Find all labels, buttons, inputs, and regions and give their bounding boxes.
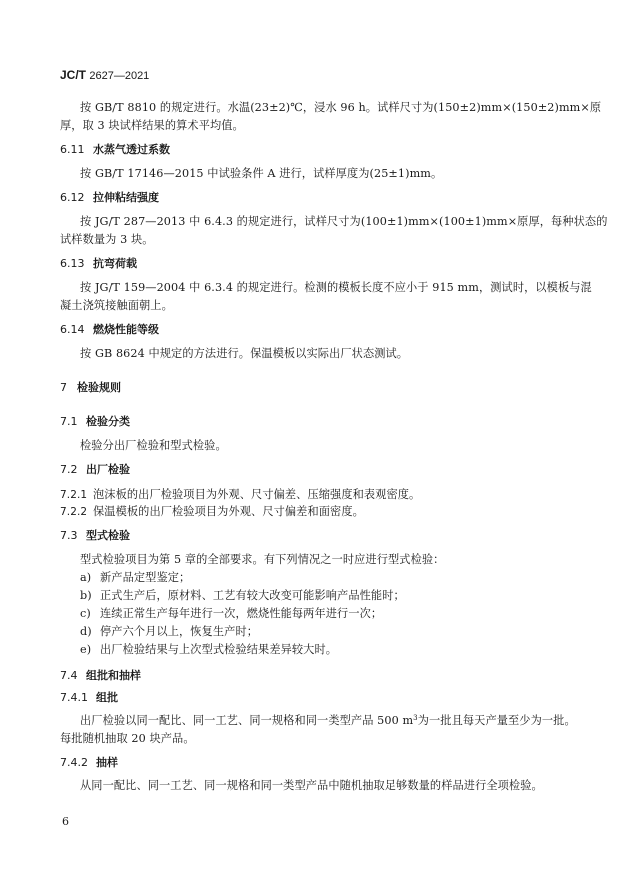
section-number: 7.4 xyxy=(60,669,78,682)
list-item-text: 正式生产后，原材料、工艺有较大改变可能影响产品性能时； xyxy=(100,589,405,602)
section-title: 水蒸气透过系数 xyxy=(93,143,170,156)
paragraph-line xyxy=(80,712,576,728)
list-item xyxy=(80,605,382,621)
clause-text: 泡沫板的出厂检验项目为外观、尺寸偏差、压缩强度和表观密度。 xyxy=(93,488,421,501)
list-item-text: 新产品定型鉴定； xyxy=(100,571,191,584)
paragraph-line: 型式检验项目为第 5 章的全部要求。有下列情况之一时应进行型式检验： xyxy=(80,553,445,566)
paragraph-line: 按 GB/T 17146—2015 中试验条件 A 进行，试样厚度为(25±1)mm。 xyxy=(80,167,443,180)
section-heading-7-3 xyxy=(60,527,130,543)
paragraph-line: 按 JG/T 159—2004 中 6.3.4 的规定进行。检测的模板长度不应小于 915 mm，测试时，以模板与混 xyxy=(80,281,592,294)
list-item-label: c) xyxy=(80,607,91,620)
chapter-heading-7 xyxy=(60,379,121,395)
standard-number: 2627—2021 xyxy=(89,70,150,82)
clause-number: 7.2.1 xyxy=(60,489,88,501)
section-number: 7.1 xyxy=(60,415,78,428)
list-item-text: 出厂检验结果与上次型式检验结果差异较大时。 xyxy=(100,643,338,656)
section-heading-6-11 xyxy=(60,141,170,157)
section-heading-6-12 xyxy=(60,189,159,205)
section-title: 出厂检验 xyxy=(86,463,130,476)
section-number: 7.4.1 xyxy=(60,691,88,704)
section-number: 6.12 xyxy=(60,191,85,204)
paragraph-line: 凝土浇筑接触面朝上。 xyxy=(60,299,173,312)
standard-code-prefix: JC/T xyxy=(60,68,87,82)
list-item-label: a) xyxy=(80,571,92,584)
list-item-label: b) xyxy=(80,589,92,602)
list-item xyxy=(80,569,190,585)
section-heading-7-4 xyxy=(60,667,141,683)
list-item-label: e) xyxy=(80,643,92,656)
section-title: 检验分类 xyxy=(86,415,130,428)
section-heading-7-4-1 xyxy=(60,689,118,705)
list-item xyxy=(80,641,337,657)
paragraph-line: 厚，取 3 块试样结果的算术平均值。 xyxy=(60,119,244,132)
list-item-label: d) xyxy=(80,625,92,638)
section-title: 拉伸粘结强度 xyxy=(93,191,159,204)
paragraph-line: 按 GB/T 8810 的规定进行。水温(23±2)℃，浸水 96 h。试样尺寸为(150±2)mm×(150±2)mm×原 xyxy=(80,101,602,114)
paragraph-line: 每批随机抽取 20 块产品。 xyxy=(60,732,195,745)
section-number: 6.14 xyxy=(60,323,85,336)
clause-7-2-1 xyxy=(60,486,420,502)
section-number: 7.3 xyxy=(60,529,78,542)
paragraph-text: 出厂检验以同一配比、同一工艺、同一规格和同一类型产品 500 m xyxy=(80,714,414,727)
section-title: 组批 xyxy=(96,691,118,704)
chapter-number: 7 xyxy=(60,381,67,394)
clause-7-2-2 xyxy=(60,503,364,519)
section-number: 7.4.2 xyxy=(60,756,88,769)
section-number: 6.13 xyxy=(60,257,85,270)
list-item-text: 停产六个月以上，恢复生产时； xyxy=(100,625,259,638)
clause-number: 7.2.2 xyxy=(60,506,88,518)
section-title: 组批和抽样 xyxy=(86,669,141,682)
section-title: 抽样 xyxy=(96,756,118,769)
superscript: 3 xyxy=(413,714,418,722)
section-heading-6-14 xyxy=(60,321,159,337)
paragraph-line: 从同一配比、同一工艺、同一规格和同一类型产品中随机抽取足够数量的样品进行全项检验。 xyxy=(80,779,543,792)
section-number: 6.11 xyxy=(60,143,85,156)
list-item xyxy=(80,587,405,603)
page-number: 6 xyxy=(62,815,69,828)
section-heading-7-1 xyxy=(60,413,130,429)
section-heading-6-13 xyxy=(60,255,137,271)
section-title: 燃烧性能等级 xyxy=(93,323,159,336)
chapter-title: 检验规则 xyxy=(77,381,121,394)
paragraph-line: 检验分出厂检验和型式检验。 xyxy=(80,439,227,452)
list-item xyxy=(80,623,258,639)
paragraph-text: 为一批且每天产量至少为一批。 xyxy=(417,714,576,727)
paragraph-line: 试样数量为 3 块。 xyxy=(60,233,154,246)
section-number: 7.2 xyxy=(60,463,78,476)
list-item-text: 连续正常生产每年进行一次，燃烧性能每两年进行一次； xyxy=(100,607,383,620)
paragraph-line: 按 JG/T 287—2013 中 6.4.3 的规定进行，试样尺寸为(100±1)mm×(100±1)mm×原厚，每种状态的 xyxy=(80,215,608,228)
standard-code xyxy=(60,68,149,82)
paragraph-line: 按 GB 8624 中规定的方法进行。保温模板以实际出厂状态测试。 xyxy=(80,347,409,360)
clause-text: 保温模板的出厂检验项目为外观、尺寸偏差和面密度。 xyxy=(93,505,364,518)
section-heading-7-4-2 xyxy=(60,754,118,770)
section-heading-7-2 xyxy=(60,461,130,477)
section-title: 抗弯荷载 xyxy=(93,257,137,270)
section-title: 型式检验 xyxy=(86,529,130,542)
